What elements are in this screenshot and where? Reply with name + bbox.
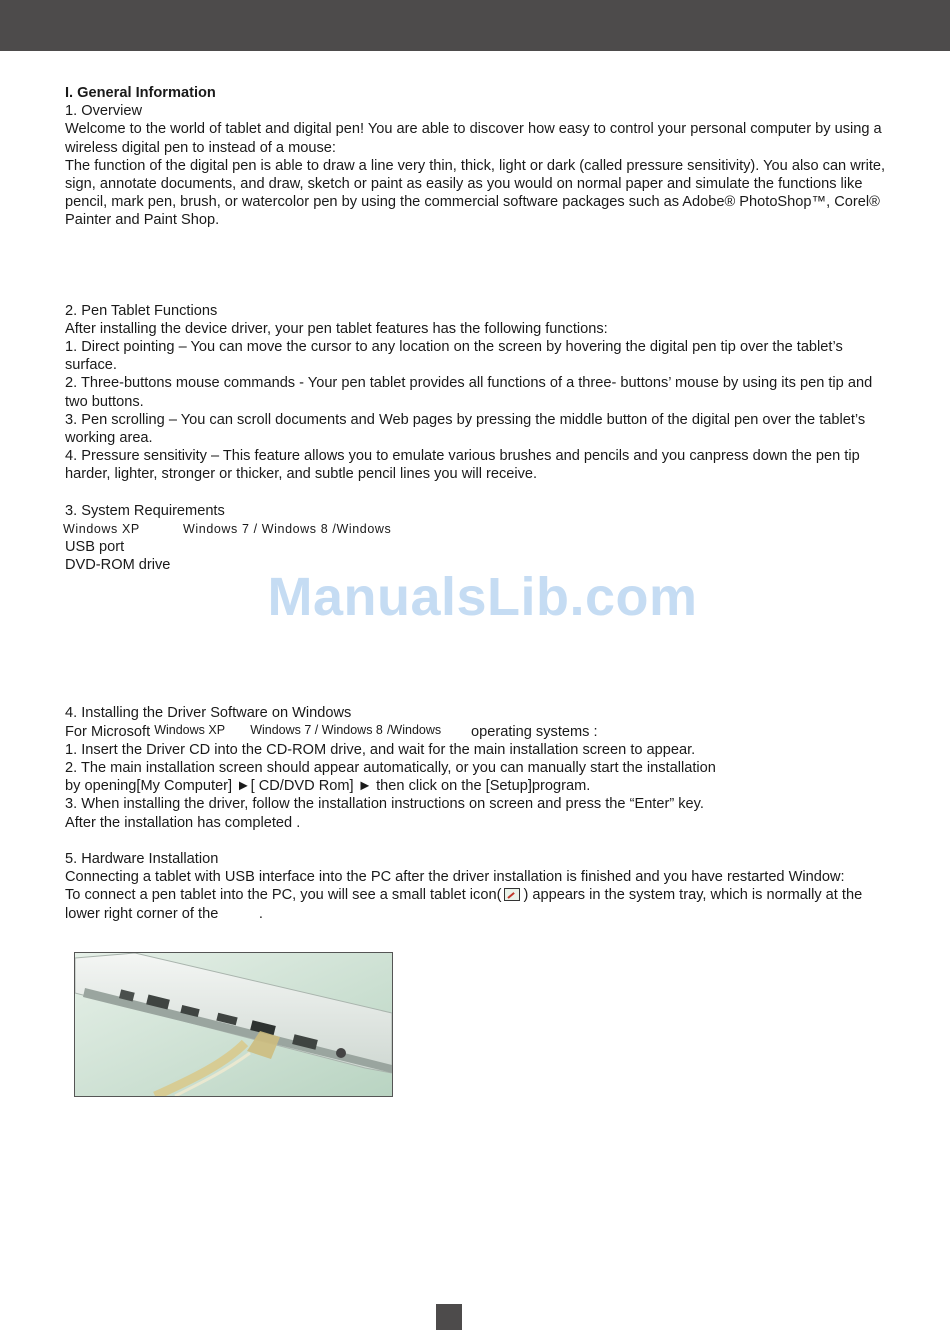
laptop-usb-illustration: [75, 953, 392, 1096]
install-step: 1. Insert the Driver CD into the CD-ROM drive, and wait for the main installation screen to appear.: [65, 741, 696, 758]
paragraph-line: [65, 886, 915, 904]
section-title: I. General Information: [65, 85, 216, 101]
os-7-8: Windows 7 / Windows 8: [250, 722, 383, 737]
tablet-tray-icon: [504, 888, 520, 901]
list-item: two buttons.: [65, 393, 144, 410]
install-heading: 4. Installing the Driver Software on Windows: [65, 705, 352, 722]
install-os-line: [65, 723, 915, 741]
os-windows: /Windows: [386, 722, 442, 737]
install-step: 3. When installing the driver, follow the installation instructions on screen and press the “Enter” key.: [65, 796, 704, 813]
list-item: working area.: [65, 430, 153, 447]
os-list: [63, 520, 915, 538]
list-item: harder, lighter, stronger or thicker, and subtle pencil lines you will receive.: [65, 466, 538, 483]
paragraph-line: Painter and Paint Shop.: [65, 212, 220, 229]
install-step: 2. The main installation screen should appear automatically, or you can manually start the installation: [65, 760, 716, 777]
list-item: 2. Three-buttons mouse commands - Your pen tablet provides all functions of a three- buttons’ mouse by using its pen tip and: [65, 375, 873, 392]
requirement-usb: USB port: [65, 539, 125, 556]
list-item: 3. Pen scrolling – You can scroll documents and Web pages by pressing the middle button of the digital pen over the tablet’s: [65, 411, 866, 428]
install-after: After the installation has completed .: [65, 814, 301, 831]
os-suffix: operating systems :: [471, 723, 598, 740]
header-bar: [0, 0, 950, 51]
tray-text-before: To connect a pen tablet into the PC, you will see a small tablet icon(: [65, 887, 502, 904]
os-windows: /Windows: [332, 521, 392, 536]
list-item: 1. Direct pointing – You can move the cursor to any location on the screen by hovering the digital pen tip over the tablet’s: [65, 339, 843, 356]
overview-heading: 1. Overview: [65, 103, 143, 120]
requirement-dvd: DVD-ROM drive: [65, 557, 171, 574]
document-body: [65, 84, 915, 923]
paragraph-line: lower right corner of the .: [65, 905, 263, 922]
usb-connection-photo: [74, 952, 393, 1097]
paragraph-line: Connecting a tablet with USB interface into the PC after the driver installation is finished and you have restarted Window:: [65, 869, 845, 886]
hardware-heading: 5. Hardware Installation: [65, 850, 219, 867]
for-microsoft: For Microsoft: [65, 723, 151, 740]
paragraph-line: The function of the digital pen is able to draw a line very thin, thick, light or dark (called pressure sensitivity). You also can write,: [65, 157, 886, 174]
list-item: surface.: [65, 357, 117, 374]
paragraph-line: After installing the device driver, your pen tablet features has the following functions:: [65, 320, 608, 337]
os-xp: Windows XP: [63, 521, 140, 536]
install-step: by opening[My Computer] ►[ CD/DVD Rom] ► then click on the [Setup]program.: [65, 778, 591, 795]
paragraph-line: Welcome to the world of tablet and digital pen! You are able to discover how easy to control your personal computer by using a: [65, 121, 882, 138]
paragraph-line: sign, annotate documents, and draw, sketch or paint as easily as you would on normal paper and simulate the functions like: [65, 176, 863, 193]
paragraph-line: wireless digital pen to instead of a mouse:: [65, 139, 336, 156]
requirements-heading: 3. System Requirements: [65, 502, 225, 519]
paragraph-line: pencil, mark pen, brush, or watercolor pen by using the commercial software packages such as Adobe® PhotoShop™, Corel®: [65, 194, 880, 211]
page-number-block: [436, 1304, 462, 1330]
os-xp: Windows XP: [154, 722, 226, 737]
functions-heading: 2. Pen Tablet Functions: [65, 302, 218, 319]
os-7-8: Windows 7 / Windows 8: [183, 521, 329, 536]
list-item: 4. Pressure sensitivity – This feature allows you to emulate various brushes and pencils and you canpress down the pen tip: [65, 448, 860, 465]
watermark: ManualsLib.com: [267, 567, 698, 627]
tray-text-after: ) appears in the system tray, which is normally at the: [523, 887, 863, 904]
